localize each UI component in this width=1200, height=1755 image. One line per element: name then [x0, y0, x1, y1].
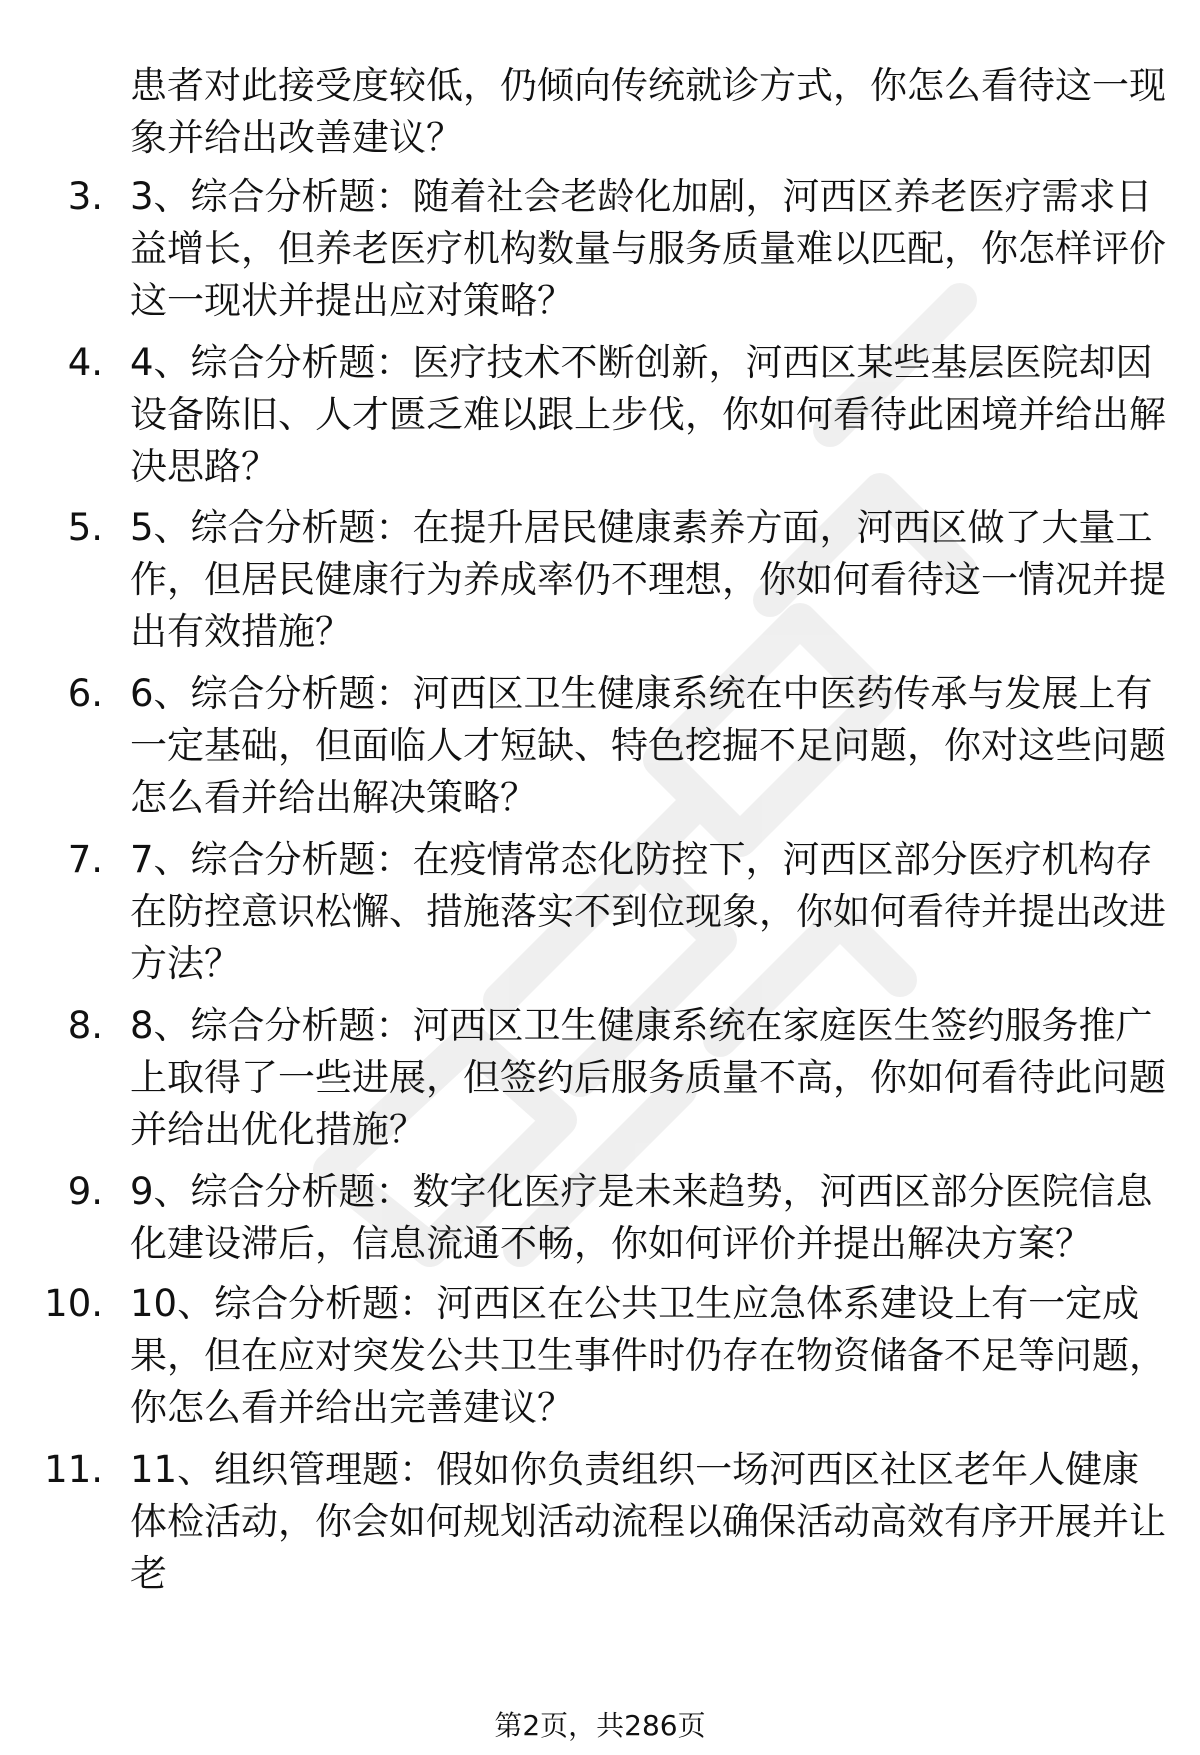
- list-number: 3.: [67, 175, 103, 218]
- list-number: 6.: [67, 672, 103, 715]
- list-text: 7、综合分析题：在疫情常态化防控下，河西区部分医疗机构存在防控意识松懈、措施落实不到位现象，你如何看待并提出改进方法？: [130, 838, 1166, 985]
- list-text: 3、综合分析题：随着社会老龄化加剧，河西区养老医疗需求日益增长，但养老医疗机构数量与服务质量难以匹配，你怎样评价这一现状并提出应对策略？: [130, 175, 1166, 322]
- page-footer: 第2页，共286页: [494, 1709, 706, 1742]
- list-text: 10、综合分析题：河西区在公共卫生应急体系建设上有一定成果，但在应对突发公共卫生事件时仍存在物资储备不足等问题，你怎么看并给出完善建议？: [130, 1282, 1166, 1429]
- list-text: 4、综合分析题：医疗技术不断创新，河西区某些基层医院却因设备陈旧、人才匮乏难以跟上步伐，你如何看待此困境并给出解决思路？: [130, 341, 1166, 488]
- continuation-paragraph: 患者对此接受度较低，仍倾向传统就诊方式，你怎么看待这一现象并给出改善建议？: [130, 64, 1166, 159]
- list-number: 4.: [67, 341, 103, 384]
- list-number: 10.: [44, 1282, 103, 1325]
- list-text: 9、综合分析题：数字化医疗是未来趋势，河西区部分医院信息化建设滞后，信息流通不畅，你如何评价并提出解决方案？: [130, 1170, 1153, 1265]
- list-text: 5、综合分析题：在提升居民健康素养方面，河西区做了大量工作，但居民健康行为养成率仍不理想，你如何看待这一情况并提出有效措施？: [130, 506, 1166, 653]
- list-number: 11.: [44, 1448, 103, 1491]
- list-number: 5.: [67, 506, 103, 549]
- list-number: 8.: [67, 1004, 103, 1047]
- list-text: 11、组织管理题：假如你负责组织一场河西区社区老年人健康体检活动，你会如何规划活动流程以确保活动高效有序开展并让老: [130, 1448, 1166, 1595]
- list-number: 9.: [67, 1170, 103, 1213]
- list-text: 6、综合分析题：河西区卫生健康系统在中医药传承与发展上有一定基础，但面临人才短缺、特色挖掘不足问题，你对这些问题怎么看并给出解决策略？: [130, 672, 1166, 819]
- list-text: 8、综合分析题：河西区卫生健康系统在家庭医生签约服务推广上取得了一些进展，但签约后服务质量不高，你如何看待此问题并给出优化措施？: [130, 1004, 1166, 1151]
- list-number: 7.: [67, 838, 103, 881]
